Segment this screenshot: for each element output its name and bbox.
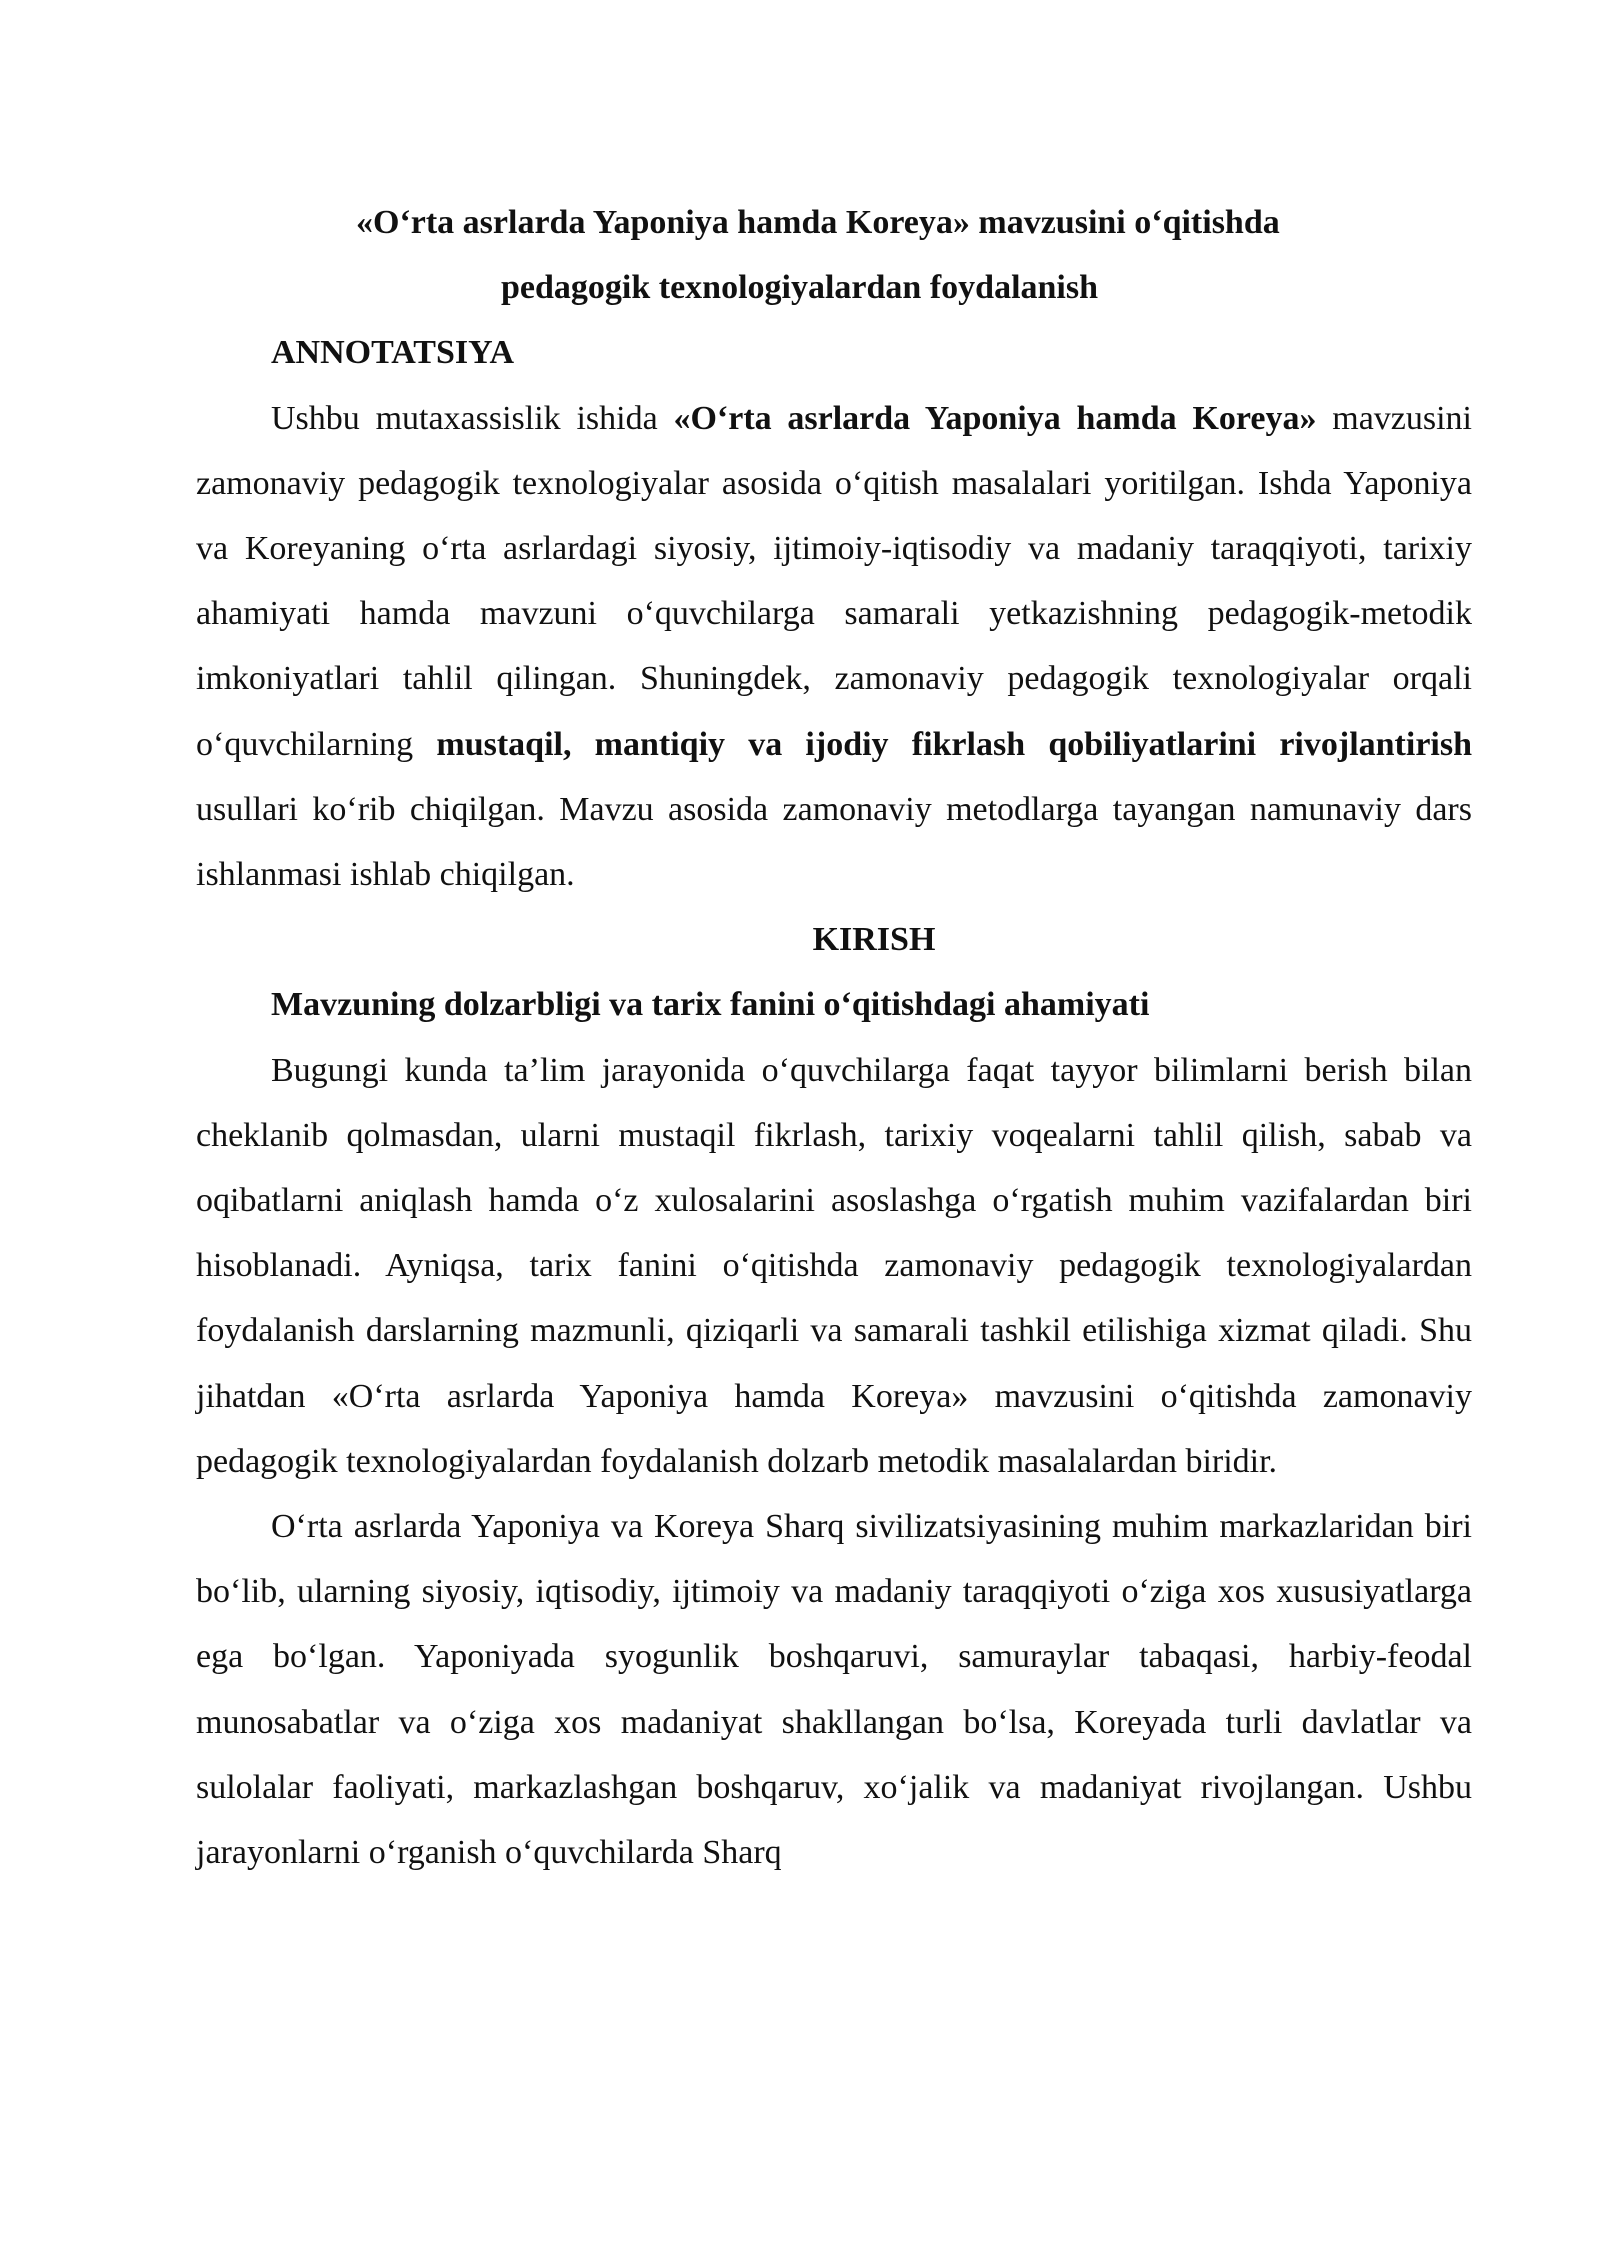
annotation-bold-topic: «O‘rta asrlarda Yaponiya hamda Koreya» xyxy=(673,399,1317,437)
annotation-paragraph xyxy=(196,386,1472,908)
annotation-text-1: Ushbu mutaxassislik ishida xyxy=(271,399,674,437)
intro-paragraph-1: Bugungi kunda ta’lim jarayonida o‘quvchilarga faqat tayyor bilimlarni berish bilan cheklanib qolmasdan, ularni mustaqil fikrlash, tarixiy voqealarni tahlil qilish, sabab va oqibatlarni aniqlash hamda o‘z xulosalarini asoslashga o‘rgatish muhim vazifalardan biri hisoblanadi. Ayniqsa, tarix fanini o‘qitishda zamonaviy pedagogik texnologiyalardan foydalanish darslarning mazmunli, qiziqarli va samarali tashkil etilishiga xizmat qiladi. Shu jihatdan «O‘rta asrlarda Yaponiya hamda Koreya» mavzusini o‘qitishda zamonaviy pedagogik texnologiyalardan foydalanish dolzarb metodik masalalardan biridir. xyxy=(196,1051,1472,1480)
document-title-line-1: «O‘rta asrlarda Yaponiya hamda Koreya» mavzusini o‘qitishda xyxy=(356,204,1280,241)
annotation-bold-skills: mustaqil, mantiqiy va ijodiy fikrlash qobiliyatlarini rivojlantirish xyxy=(436,725,1472,763)
annotation-heading: ANNOTATSIYA xyxy=(271,334,515,372)
document-page xyxy=(196,190,1472,1885)
intro-heading: KIRISH xyxy=(812,921,936,959)
intro-subheading: Mavzuning dolzarbligi va tarix fanini o‘qitishdagi ahamiyati xyxy=(271,986,1150,1024)
annotation-text-2: mavzusini zamonaviy pedagogik texnologiyalar asosida o‘qitish masalalari yoritilgan. Ishda Yaponiya va Koreyaning o‘rta asrlardagi siyosiy, ijtimoiy-iqtisodiy va madaniy taraqqiyoti, tarixiy ahamiyati hamda mavzuni o‘quvchilarga samarali yetkazishning pedagogik-metodik imkoniyatlari tahlil qilingan. Shuningdek, zamonaviy pedagogik texnologiyalar orqali o‘quvchilarning xyxy=(196,399,1472,763)
intro-paragraph-2: O‘rta asrlarda Yaponiya va Koreya Sharq sivilizatsiyasining muhim markazlaridan biri bo‘lib, ularning siyosiy, iqtisodiy, ijtimoiy va madaniy taraqqiyoti o‘ziga xos xususiyatlarga ega bo‘lgan. Yaponiyada syogunlik boshqaruvi, samuraylar tabaqasi, harbiy-feodal munosabatlar va o‘ziga xos madaniyat shakllangan bo‘lsa, Koreyada turli davlatlar va sulolalar faoliyati, markazlashgan boshqaruv, xo‘jalik va madaniyat rivojlangan. Ushbu jarayonlarni o‘rganish o‘quvchilarda Sharq xyxy=(196,1508,1472,1872)
annotation-text-3: usullari ko‘rib chiqilgan. Mavzu asosida zamonaviy metodlarga tayangan namunaviy dars ishlanmasi ishlab chiqilgan. xyxy=(196,790,1472,894)
document-title-line-2: pedagogik texnologiyalardan foydalanish xyxy=(501,269,1099,307)
